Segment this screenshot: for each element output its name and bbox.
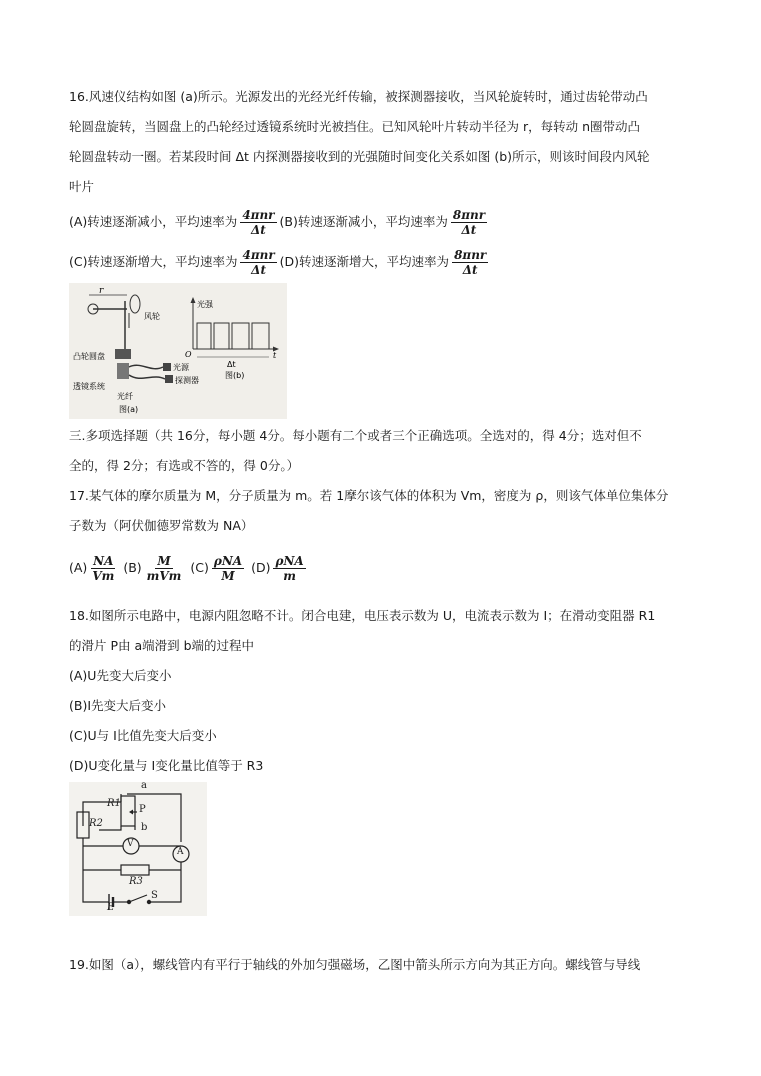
caption-a: 图(a) — [119, 405, 139, 414]
battery-e-label: E — [107, 902, 115, 913]
q16-frac-b — [451, 208, 487, 237]
q17-frac-b-den: mVm — [146, 569, 182, 583]
section3-line-1: 三.多项选择题（共 16分，每小题 4分。每小题有二个或者三个正确选项。全选对的，得 4分；选对但不 — [69, 428, 642, 443]
q17-option-b: (B) — [123, 560, 142, 575]
fiber-label: 光纤 — [117, 392, 133, 401]
q17-frac-c-den: M — [221, 569, 235, 583]
q16-frac-a-num: 4πnr — [242, 208, 275, 222]
graph-t-label: t — [273, 351, 277, 360]
q16-frac-a — [240, 208, 276, 237]
q16-frac-c-num: 4πnr — [242, 248, 275, 262]
q16-line-4: 叶片 — [69, 179, 95, 194]
q16-figure — [69, 283, 287, 419]
fiber-to-detector — [129, 375, 165, 379]
cam-disk-icon — [115, 349, 131, 359]
q16-option-c: (C)转速逐渐增大，平均速率为 — [69, 254, 238, 269]
slider-p-label: P — [139, 804, 146, 815]
detector-icon — [165, 375, 173, 383]
q16-frac-d — [452, 248, 488, 277]
q18-option-d: (D)U变化量与 I变化量比值等于 R3 — [69, 758, 264, 773]
q17-option-a: (A) — [69, 560, 88, 575]
q18-line-2: 的滑片 P由 a端滑到 b端的过程中 — [69, 638, 255, 653]
q17-option-c: (C) — [190, 560, 209, 575]
q17-frac-a-num: NA — [93, 554, 114, 568]
voltmeter-label: V — [127, 839, 134, 849]
graph-origin-label: O — [185, 350, 192, 359]
q18-option-c: (C)U与 I比值先变大后变小 — [69, 728, 217, 743]
section3-line-2: 全的，得 2分；有选或不答的，得 0分。） — [69, 458, 300, 473]
dt-label: Δt — [227, 360, 236, 369]
cam-label: 凸轮圆盘 — [73, 352, 105, 361]
detector-label: 探测器 — [175, 376, 199, 385]
ammeter-label: A — [177, 847, 184, 857]
q17-frac-c-num: ρNA — [213, 554, 243, 568]
circuit-labels — [69, 782, 207, 916]
fiber-to-source — [129, 365, 163, 368]
q16-frac-b-num: 8πnr — [452, 208, 486, 222]
fan-label: 风轮 — [144, 312, 160, 321]
q18-option-a: (A)U先变大后变小 — [69, 668, 172, 683]
q18-line-1: 18.如图所示电路中，电源内阻忽略不计。闭合电建，电压表示数为 U，电流表示数为 I；在滑动变阻器 R1 — [69, 608, 656, 623]
q16-options-ab — [69, 208, 490, 237]
q19-line-1: 19.如图（a），螺线管内有平行于轴线的外加匀强磁场，乙图中箭头所示方向为其正方向。螺线管与导线 — [69, 957, 641, 972]
q17-frac-a-den: Vm — [92, 569, 115, 583]
r2-label: R2 — [89, 818, 103, 829]
q17-frac-c — [212, 554, 244, 583]
q17-line-2: 子数为（阿伏伽德罗常数为 NA） — [69, 518, 254, 533]
q16-frac-d-den: Δt — [462, 263, 478, 277]
q17-frac-b-num: M — [157, 554, 171, 568]
caption-b: 图(b) — [225, 371, 245, 380]
q16-line-1: 16.风速仪结构如图 (a)所示。光源发出的光经光纤传输，被探测器接收，当风轮旋转时，通过齿轮带动凸 — [69, 89, 648, 104]
q18-circuit-figure — [69, 782, 207, 916]
q16-option-b: (B)转速逐渐减小，平均速率为 — [279, 214, 448, 229]
q17-frac-a — [90, 554, 116, 583]
light-source-label: 光源 — [173, 363, 189, 372]
r1-label: R1 — [107, 798, 121, 809]
q16-figure-svg — [69, 283, 287, 419]
q16-frac-b-den: Δt — [461, 223, 477, 237]
q16-frac-c-den: Δt — [251, 263, 266, 277]
graph-y-label: 光强 — [197, 300, 213, 309]
r3-label: R3 — [129, 876, 143, 887]
q16-options-cd — [69, 248, 491, 277]
fan-cup-right-icon — [130, 295, 140, 313]
intensity-pulses — [197, 323, 269, 349]
q17-line-1: 17.某气体的摩尔质量为 M，分子质量为 m。若 1摩尔该气体的体积为 Vm，密度为 ρ，则该气体单位集体分 — [69, 488, 669, 503]
terminal-b-label: b — [141, 822, 148, 833]
graph-y-arrow-icon — [191, 297, 196, 303]
q16-frac-a-den: Δt — [250, 223, 266, 237]
q16-option-d: (D)转速逐渐增大，平均速率为 — [279, 254, 450, 269]
lens-label: 透镜系统 — [73, 382, 105, 391]
q17-frac-b — [145, 554, 184, 583]
q16-line-3: 轮圆盘转动一圈。若某段时间 Δt 内探测器接收到的光强随时间变化关系如图 (b)所示，则该时间段内风轮 — [69, 149, 650, 164]
q17-frac-d-num: ρNA — [275, 554, 304, 568]
light-source-icon — [163, 363, 171, 371]
q17-options — [69, 554, 309, 583]
q16-frac-c — [240, 248, 276, 277]
q17-frac-d-den: m — [283, 569, 296, 583]
q17-option-d: (D) — [251, 560, 271, 575]
q17-frac-d — [273, 554, 305, 583]
q16-option-a: (A)转速逐渐减小，平均速率为 — [69, 214, 238, 229]
q16-line-2: 轮圆盘旋转，当圆盘上的凸轮经过透镜系统时光被挡住。已知风轮叶片转动半径为 r，每转动 n圈带动凸 — [69, 119, 641, 134]
switch-s-label: S — [151, 890, 158, 901]
lens-system-icon — [117, 363, 129, 379]
radius-label: r — [99, 286, 104, 296]
q16-frac-d-num: 8πnr — [454, 248, 487, 262]
q18-option-b: (B)I先变大后变小 — [69, 698, 167, 713]
terminal-a-label: a — [141, 780, 147, 791]
